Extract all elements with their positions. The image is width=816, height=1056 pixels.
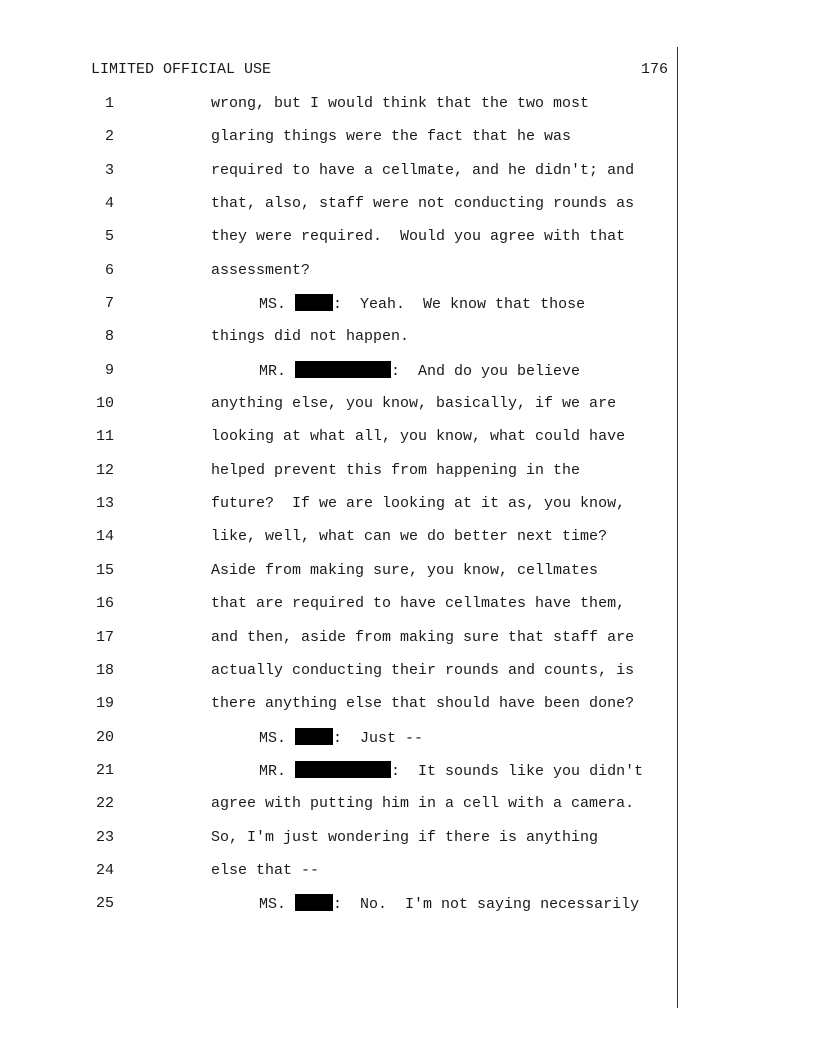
line-number: 11 — [95, 428, 114, 446]
spoken-text: anything else, you know, basically, if we are — [211, 395, 617, 413]
spoken-text: : It sounds like you didn't — [391, 762, 644, 780]
line-number: 23 — [95, 828, 114, 846]
line-number: 9 — [104, 361, 114, 379]
transcript-line — [0, 761, 816, 794]
transcript-line — [0, 728, 816, 761]
line-text — [211, 628, 634, 648]
line-text — [259, 894, 639, 915]
spoken-text: that, also, staff were not conducting rounds as — [211, 195, 635, 213]
line-text — [211, 861, 319, 881]
speaker-label: MS. — [259, 896, 287, 914]
spoken-text: they were required. Would you agree with that — [211, 228, 626, 246]
line-text — [211, 94, 589, 114]
spoken-text: : No. I'm not saying necessarily — [333, 896, 640, 914]
line-text — [211, 227, 625, 247]
line-text — [211, 461, 580, 481]
line-text — [211, 161, 634, 181]
spoken-text: required to have a cellmate, and he didn't; and — [211, 161, 635, 179]
line-number: 19 — [95, 695, 114, 713]
transcript-body — [0, 94, 816, 928]
transcript-line — [0, 461, 816, 494]
line-text — [211, 327, 409, 347]
line-number: 1 — [104, 95, 114, 112]
transcript-line — [0, 194, 816, 227]
line-number: 2 — [104, 128, 114, 146]
line-text — [259, 294, 585, 315]
spoken-text: and then, aside from making sure that staff are — [211, 628, 635, 646]
redaction-box — [295, 761, 391, 778]
transcript-line — [0, 327, 816, 360]
line-number: 13 — [95, 495, 114, 513]
spoken-text: : Just -- — [333, 729, 424, 747]
transcript-line — [0, 227, 816, 260]
transcript-line — [0, 861, 816, 894]
line-text — [211, 427, 625, 447]
transcript-line — [0, 94, 816, 127]
speaker-label: MS. — [259, 729, 287, 747]
spoken-text: assessment? — [211, 261, 311, 279]
line-number: 3 — [104, 161, 114, 179]
line-text — [211, 828, 598, 848]
line-number: 5 — [104, 228, 114, 246]
line-text — [211, 261, 310, 281]
line-number: 16 — [95, 595, 114, 613]
spoken-text: So, I'm just wondering if there is anything — [211, 828, 599, 846]
speaker-label: MR. — [259, 762, 287, 780]
line-text — [211, 127, 571, 147]
redaction-box — [295, 894, 333, 911]
line-number: 12 — [95, 461, 114, 479]
transcript-line — [0, 561, 816, 594]
spoken-text: like, well, what can we do better next time? — [211, 528, 608, 546]
page-number: 176 — [640, 61, 668, 78]
line-number: 21 — [95, 761, 114, 779]
transcript-line — [0, 661, 816, 694]
line-text — [259, 361, 580, 382]
redaction-box — [295, 728, 333, 745]
spoken-text: else that -- — [211, 861, 320, 879]
spoken-text: future? If we are looking at it as, you know, — [211, 495, 626, 513]
transcript-line — [0, 361, 816, 394]
line-text — [211, 527, 607, 547]
line-number: 22 — [95, 795, 114, 813]
line-number: 8 — [104, 328, 114, 346]
spoken-text: Aside from making sure, you know, cellmates — [211, 561, 599, 579]
line-text — [259, 761, 643, 782]
spoken-text: there anything else that should have been done? — [211, 695, 635, 713]
line-number: 10 — [95, 395, 114, 413]
classification-header: LIMITED OFFICIAL USE — [91, 61, 272, 78]
transcript-line — [0, 127, 816, 160]
line-text — [211, 661, 634, 681]
transcript-line — [0, 294, 816, 327]
transcript-line — [0, 628, 816, 661]
spoken-text: actually conducting their rounds and counts, is — [211, 661, 635, 679]
line-number: 4 — [104, 195, 114, 213]
transcript-line — [0, 527, 816, 560]
line-text — [211, 694, 634, 714]
speaker-label: MR. — [259, 362, 287, 380]
transcript-line — [0, 894, 816, 927]
transcript-line — [0, 394, 816, 427]
line-number: 7 — [104, 295, 114, 313]
line-text — [259, 728, 423, 749]
spoken-text: : Yeah. We know that those — [333, 296, 586, 314]
line-number: 18 — [95, 661, 114, 679]
line-text — [211, 561, 598, 581]
transcript-line — [0, 261, 816, 294]
spoken-text: looking at what all, you know, what could have — [211, 428, 626, 446]
line-number: 6 — [104, 261, 114, 279]
transcript-line — [0, 161, 816, 194]
line-text — [211, 394, 616, 414]
transcript-line — [0, 427, 816, 460]
spoken-text: agree with putting him in a cell with a camera. — [211, 795, 635, 813]
line-number: 20 — [95, 728, 114, 746]
line-number: 25 — [95, 895, 114, 913]
redaction-box — [295, 294, 333, 311]
transcript-line — [0, 828, 816, 861]
line-text — [211, 494, 625, 514]
line-number: 17 — [95, 628, 114, 646]
spoken-text: wrong, but I would think that the two most — [211, 95, 590, 112]
transcript-line — [0, 794, 816, 827]
line-number: 14 — [95, 528, 114, 546]
speaker-label: MS. — [259, 296, 287, 314]
transcript-line — [0, 494, 816, 527]
spoken-text: : And do you believe — [391, 362, 581, 380]
spoken-text: that are required to have cellmates have them, — [211, 595, 626, 613]
spoken-text: glaring things were the fact that he was — [211, 128, 572, 146]
spoken-text: things did not happen. — [211, 328, 410, 346]
spoken-text: helped prevent this from happening in the — [211, 461, 581, 479]
line-text — [211, 594, 625, 614]
transcript-line — [0, 694, 816, 727]
line-number: 15 — [95, 561, 114, 579]
line-text — [211, 194, 634, 214]
redaction-box — [295, 361, 391, 378]
line-text — [211, 794, 634, 814]
line-number: 24 — [95, 861, 114, 879]
transcript-line — [0, 594, 816, 627]
